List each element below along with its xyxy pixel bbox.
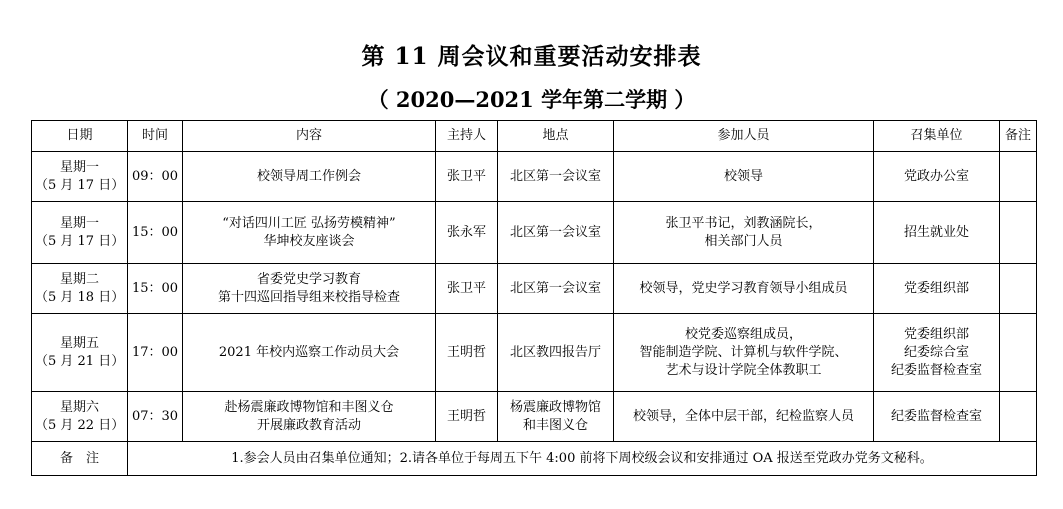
header-organizer: 召集单位: [874, 121, 1000, 152]
location-cell: 北区教四报告厅: [498, 314, 614, 392]
attendees-cell: 校领导，全体中层干部，纪检监察人员: [614, 392, 874, 442]
organizer-cell: 招生就业处: [874, 202, 1000, 264]
attendees-cell: 校领导，党史学习教育领导小组成员: [614, 264, 874, 314]
footer-label: 备 注: [32, 442, 128, 476]
time-cell: 09：00: [128, 152, 183, 202]
location-cell: 杨震廉政博物馆 和丰图义仓: [498, 392, 614, 442]
host-cell: 王明哲: [436, 314, 498, 392]
location-cell: 北区第一会议室: [498, 264, 614, 314]
time-cell: 17：00: [128, 314, 183, 392]
content-cell: 赴杨震廉政博物馆和丰图义仓 开展廉政教育活动: [183, 392, 436, 442]
table-row: [32, 152, 1037, 202]
date-cell: 星期一 （5 月 17 日）: [32, 202, 128, 264]
table-row: [32, 392, 1037, 442]
date-cell: 星期六 （5 月 22 日）: [32, 392, 128, 442]
header-time: 时间: [128, 121, 183, 152]
header-attendees: 参加人员: [614, 121, 874, 152]
remark-cell: [1000, 264, 1037, 314]
location-cell: 北区第一会议室: [498, 152, 614, 202]
time-cell: 15：00: [128, 264, 183, 314]
header-content: 内容: [183, 121, 436, 152]
content-cell: 2021 年校内巡察工作动员大会: [183, 314, 436, 392]
footer-note: 1.参会人员由召集单位通知；2.请各单位于每周五下午 4:00 前将下周校级会议和安排通过 OA 报送至党政办党务文秘科。: [128, 442, 1037, 476]
page-subtitle: （ 2020—2021 学年第二学期 ）: [367, 87, 696, 112]
date-cell: 星期一 （5 月 17 日）: [32, 152, 128, 202]
content-cell: 校领导周工作例会: [183, 152, 436, 202]
date-cell: 星期二 （5 月 18 日）: [32, 264, 128, 314]
remark-cell: [1000, 152, 1037, 202]
table-row: [32, 202, 1037, 264]
header-remark: 备注: [1000, 121, 1037, 152]
time-cell: 15：00: [128, 202, 183, 264]
attendees-cell: 校领导: [614, 152, 874, 202]
organizer-cell: 党委组织部 纪委综合室 纪委监督检查室: [874, 314, 1000, 392]
host-cell: 王明哲: [436, 392, 498, 442]
organizer-cell: 纪委监督检查室: [874, 392, 1000, 442]
table-row: [32, 264, 1037, 314]
header-host: 主持人: [436, 121, 498, 152]
header-location: 地点: [498, 121, 614, 152]
remark-cell: [1000, 392, 1037, 442]
location-cell: 北区第一会议室: [498, 202, 614, 264]
remark-cell: [1000, 202, 1037, 264]
table-row: [32, 314, 1037, 392]
header-row: [32, 121, 1037, 152]
content-cell: 省委党史学习教育 第十四巡回指导组来校指导检查: [183, 264, 436, 314]
host-cell: 张永军: [436, 202, 498, 264]
content-cell: “对话四川工匠 弘扬劳模精神” 华坤校友座谈会: [183, 202, 436, 264]
page-title: 第 11 周会议和重要活动安排表: [361, 43, 702, 70]
remark-cell: [1000, 314, 1037, 392]
host-cell: 张卫平: [436, 264, 498, 314]
attendees-cell: 张卫平书记，刘教涵院长， 相关部门人员: [614, 202, 874, 264]
schedule-table: [31, 120, 1037, 476]
attendees-cell: 校党委巡察组成员， 智能制造学院、计算机与软件学院、 艺术与设计学院全体教职工: [614, 314, 874, 392]
organizer-cell: 党政办公室: [874, 152, 1000, 202]
organizer-cell: 党委组织部: [874, 264, 1000, 314]
date-cell: 星期五 （5 月 21 日）: [32, 314, 128, 392]
header-date: 日期: [32, 121, 128, 152]
footer-row: [32, 442, 1037, 476]
time-cell: 07：30: [128, 392, 183, 442]
host-cell: 张卫平: [436, 152, 498, 202]
